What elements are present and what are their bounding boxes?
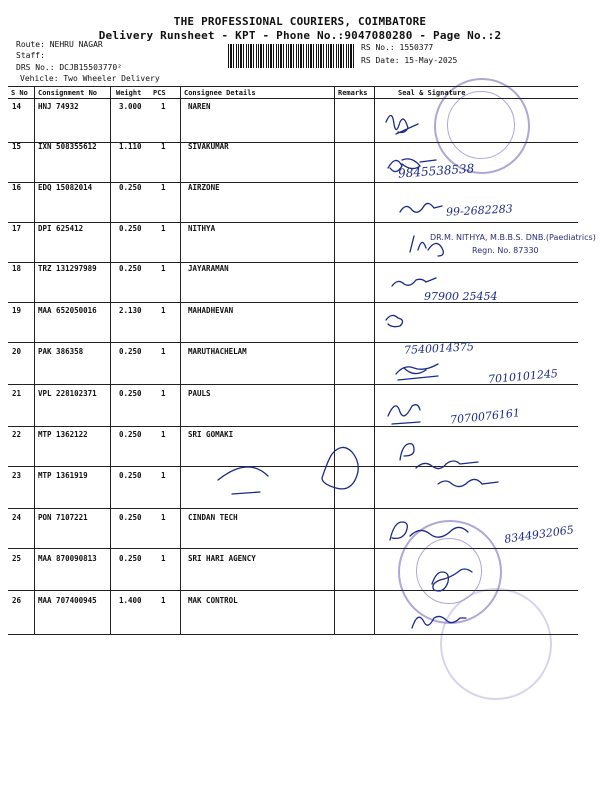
row-consignee: SIVAKUMAR bbox=[188, 142, 229, 151]
row-consignment: DPI 625412 bbox=[38, 224, 84, 233]
row-sno: 26 bbox=[12, 596, 22, 605]
row-pcs: 1 bbox=[161, 554, 166, 563]
row-consignee: AIRZONE bbox=[188, 183, 220, 192]
staff-label: Staff: bbox=[16, 51, 45, 60]
row-consignee: PAULS bbox=[188, 389, 211, 398]
signature-row-19 bbox=[386, 315, 403, 326]
col-header-consignment: Consignment No bbox=[38, 89, 98, 97]
signature-row-14 bbox=[386, 115, 418, 134]
row-sno: 18 bbox=[12, 264, 22, 273]
row-sno: 16 bbox=[12, 183, 22, 192]
row-consignment: HNJ 74932 bbox=[38, 102, 79, 111]
rs-number: RS No.: 1550377 bbox=[361, 43, 434, 52]
row-sno: 22 bbox=[12, 430, 22, 439]
row-weight: 3.000 bbox=[119, 102, 142, 111]
drs-number: DRS No.: DCJB15503770² bbox=[16, 63, 122, 72]
row-weight: 0.250 bbox=[119, 430, 142, 439]
row-consignment: PAK 386358 bbox=[38, 347, 84, 356]
row-consignee: SRI HARI AGENCY bbox=[188, 554, 256, 563]
row-consignee: MAK CONTROL bbox=[188, 596, 238, 605]
row-consignment: MAA 870090813 bbox=[38, 554, 97, 563]
row-sno: 20 bbox=[12, 347, 22, 356]
handwritten-phone: 97900 25454 bbox=[424, 290, 498, 303]
row-weight: 0.250 bbox=[119, 183, 142, 192]
row-weight: 0.250 bbox=[119, 347, 142, 356]
row-weight: 1.400 bbox=[119, 596, 142, 605]
row-consignment: MTP 1362122 bbox=[38, 430, 88, 439]
row-weight: 0.250 bbox=[119, 264, 142, 273]
route-label: Route: NEHRU NAGAR bbox=[16, 40, 103, 49]
row-consignee: MARUTHACHELAM bbox=[188, 347, 247, 356]
row-consignment: MAA 707400945 bbox=[38, 596, 97, 605]
runsheet-subtitle: Delivery Runsheet - KPT - Phone No.:9047080280 - Page No.:2 bbox=[98, 29, 502, 42]
row-consignment: PON 7107221 bbox=[38, 513, 88, 522]
row-pcs: 1 bbox=[161, 347, 166, 356]
row-pcs: 1 bbox=[161, 142, 166, 151]
row-consignee: NITHYA bbox=[188, 224, 216, 233]
handwritten-phone: 99-2682283 bbox=[445, 202, 514, 219]
row-weight: 0.250 bbox=[119, 471, 142, 480]
row-pcs: 1 bbox=[161, 224, 166, 233]
row-pcs: 1 bbox=[161, 430, 166, 439]
signature-row-22b bbox=[400, 444, 478, 469]
company-title: THE PROFESSIONAL COURIERS, COIMBATORE bbox=[173, 15, 427, 28]
row-pcs: 1 bbox=[161, 389, 166, 398]
row-pcs: 1 bbox=[161, 183, 166, 192]
row-pcs: 1 bbox=[161, 471, 166, 480]
row-sno: 24 bbox=[12, 513, 22, 522]
signature-row-16 bbox=[400, 203, 442, 212]
handwritten-phone: 9845538538 bbox=[397, 161, 475, 181]
handwritten-phone: 7540014375 bbox=[403, 340, 475, 357]
row-consignment: TRZ 131297989 bbox=[38, 264, 97, 273]
row-sno: 19 bbox=[12, 306, 22, 315]
row-pcs: 1 bbox=[161, 306, 166, 315]
row-consignee: JAYARAMAN bbox=[188, 264, 229, 273]
row-sno: 25 bbox=[12, 554, 22, 563]
vehicle-label: Vehicle: Two Wheeler Delivery bbox=[20, 74, 160, 83]
row-weight: 0.250 bbox=[119, 554, 142, 563]
col-header-signature: Seal & Signature bbox=[398, 89, 466, 97]
handwritten-phone: 8344932065 bbox=[503, 523, 575, 546]
row-consignee: CINDAN TECH bbox=[188, 513, 238, 522]
doctor-stamp: DR.M. NITHYA, M.B.B.S. DNB.(Paediatrics) bbox=[430, 233, 596, 242]
signature-row-26 bbox=[412, 616, 466, 628]
row-sno: 14 bbox=[12, 102, 22, 111]
col-header-consignee: Consignee Details bbox=[184, 89, 256, 97]
row-sno: 21 bbox=[12, 389, 22, 398]
signature-row-21 bbox=[388, 405, 420, 424]
signature-row-18 bbox=[392, 278, 436, 286]
row-consignee: SRI GOMAKI bbox=[188, 430, 234, 439]
row-consignment: MAA 652050016 bbox=[38, 306, 97, 315]
signature-row-20 bbox=[396, 364, 438, 380]
row-consignment: MTP 1361919 bbox=[38, 471, 88, 480]
handwritten-phone: 7010101245 bbox=[487, 366, 559, 387]
row-sno: 23 bbox=[12, 471, 22, 480]
col-header-weight: Weight bbox=[116, 89, 142, 97]
row-consignment: IXN 508355612 bbox=[38, 142, 97, 151]
row-consignment: VPL 228102371 bbox=[38, 389, 97, 398]
handwritten-phone: 7070076161 bbox=[449, 406, 521, 427]
row-sno: 15 bbox=[12, 142, 22, 151]
row-weight: 0.250 bbox=[119, 224, 142, 233]
row-pcs: 1 bbox=[161, 102, 166, 111]
signature-row-22 bbox=[218, 447, 358, 488]
row-pcs: 1 bbox=[161, 513, 166, 522]
rs-date: RS Date: 15-May-2025 bbox=[361, 56, 458, 65]
row-consignment: EDQ 15082014 bbox=[38, 183, 93, 192]
doctor-reg: Regn. No. 87330 bbox=[472, 246, 539, 255]
row-weight: 0.250 bbox=[119, 513, 142, 522]
row-consignee: NAREN bbox=[188, 102, 211, 111]
col-header-remarks: Remarks bbox=[338, 89, 368, 97]
row-weight: 2.130 bbox=[119, 306, 142, 315]
row-weight: 1.110 bbox=[119, 142, 142, 151]
signature-row-25 bbox=[432, 569, 472, 591]
col-header-sno: S No bbox=[11, 89, 28, 97]
signature-row-24 bbox=[390, 522, 468, 540]
row-pcs: 1 bbox=[161, 264, 166, 273]
row-weight: 0.250 bbox=[119, 389, 142, 398]
signature-row-23 bbox=[232, 479, 498, 494]
col-header-pcs: PCS bbox=[153, 89, 166, 97]
row-consignee: MAHADHEVAN bbox=[188, 306, 234, 315]
row-pcs: 1 bbox=[161, 596, 166, 605]
row-sno: 17 bbox=[12, 224, 22, 233]
